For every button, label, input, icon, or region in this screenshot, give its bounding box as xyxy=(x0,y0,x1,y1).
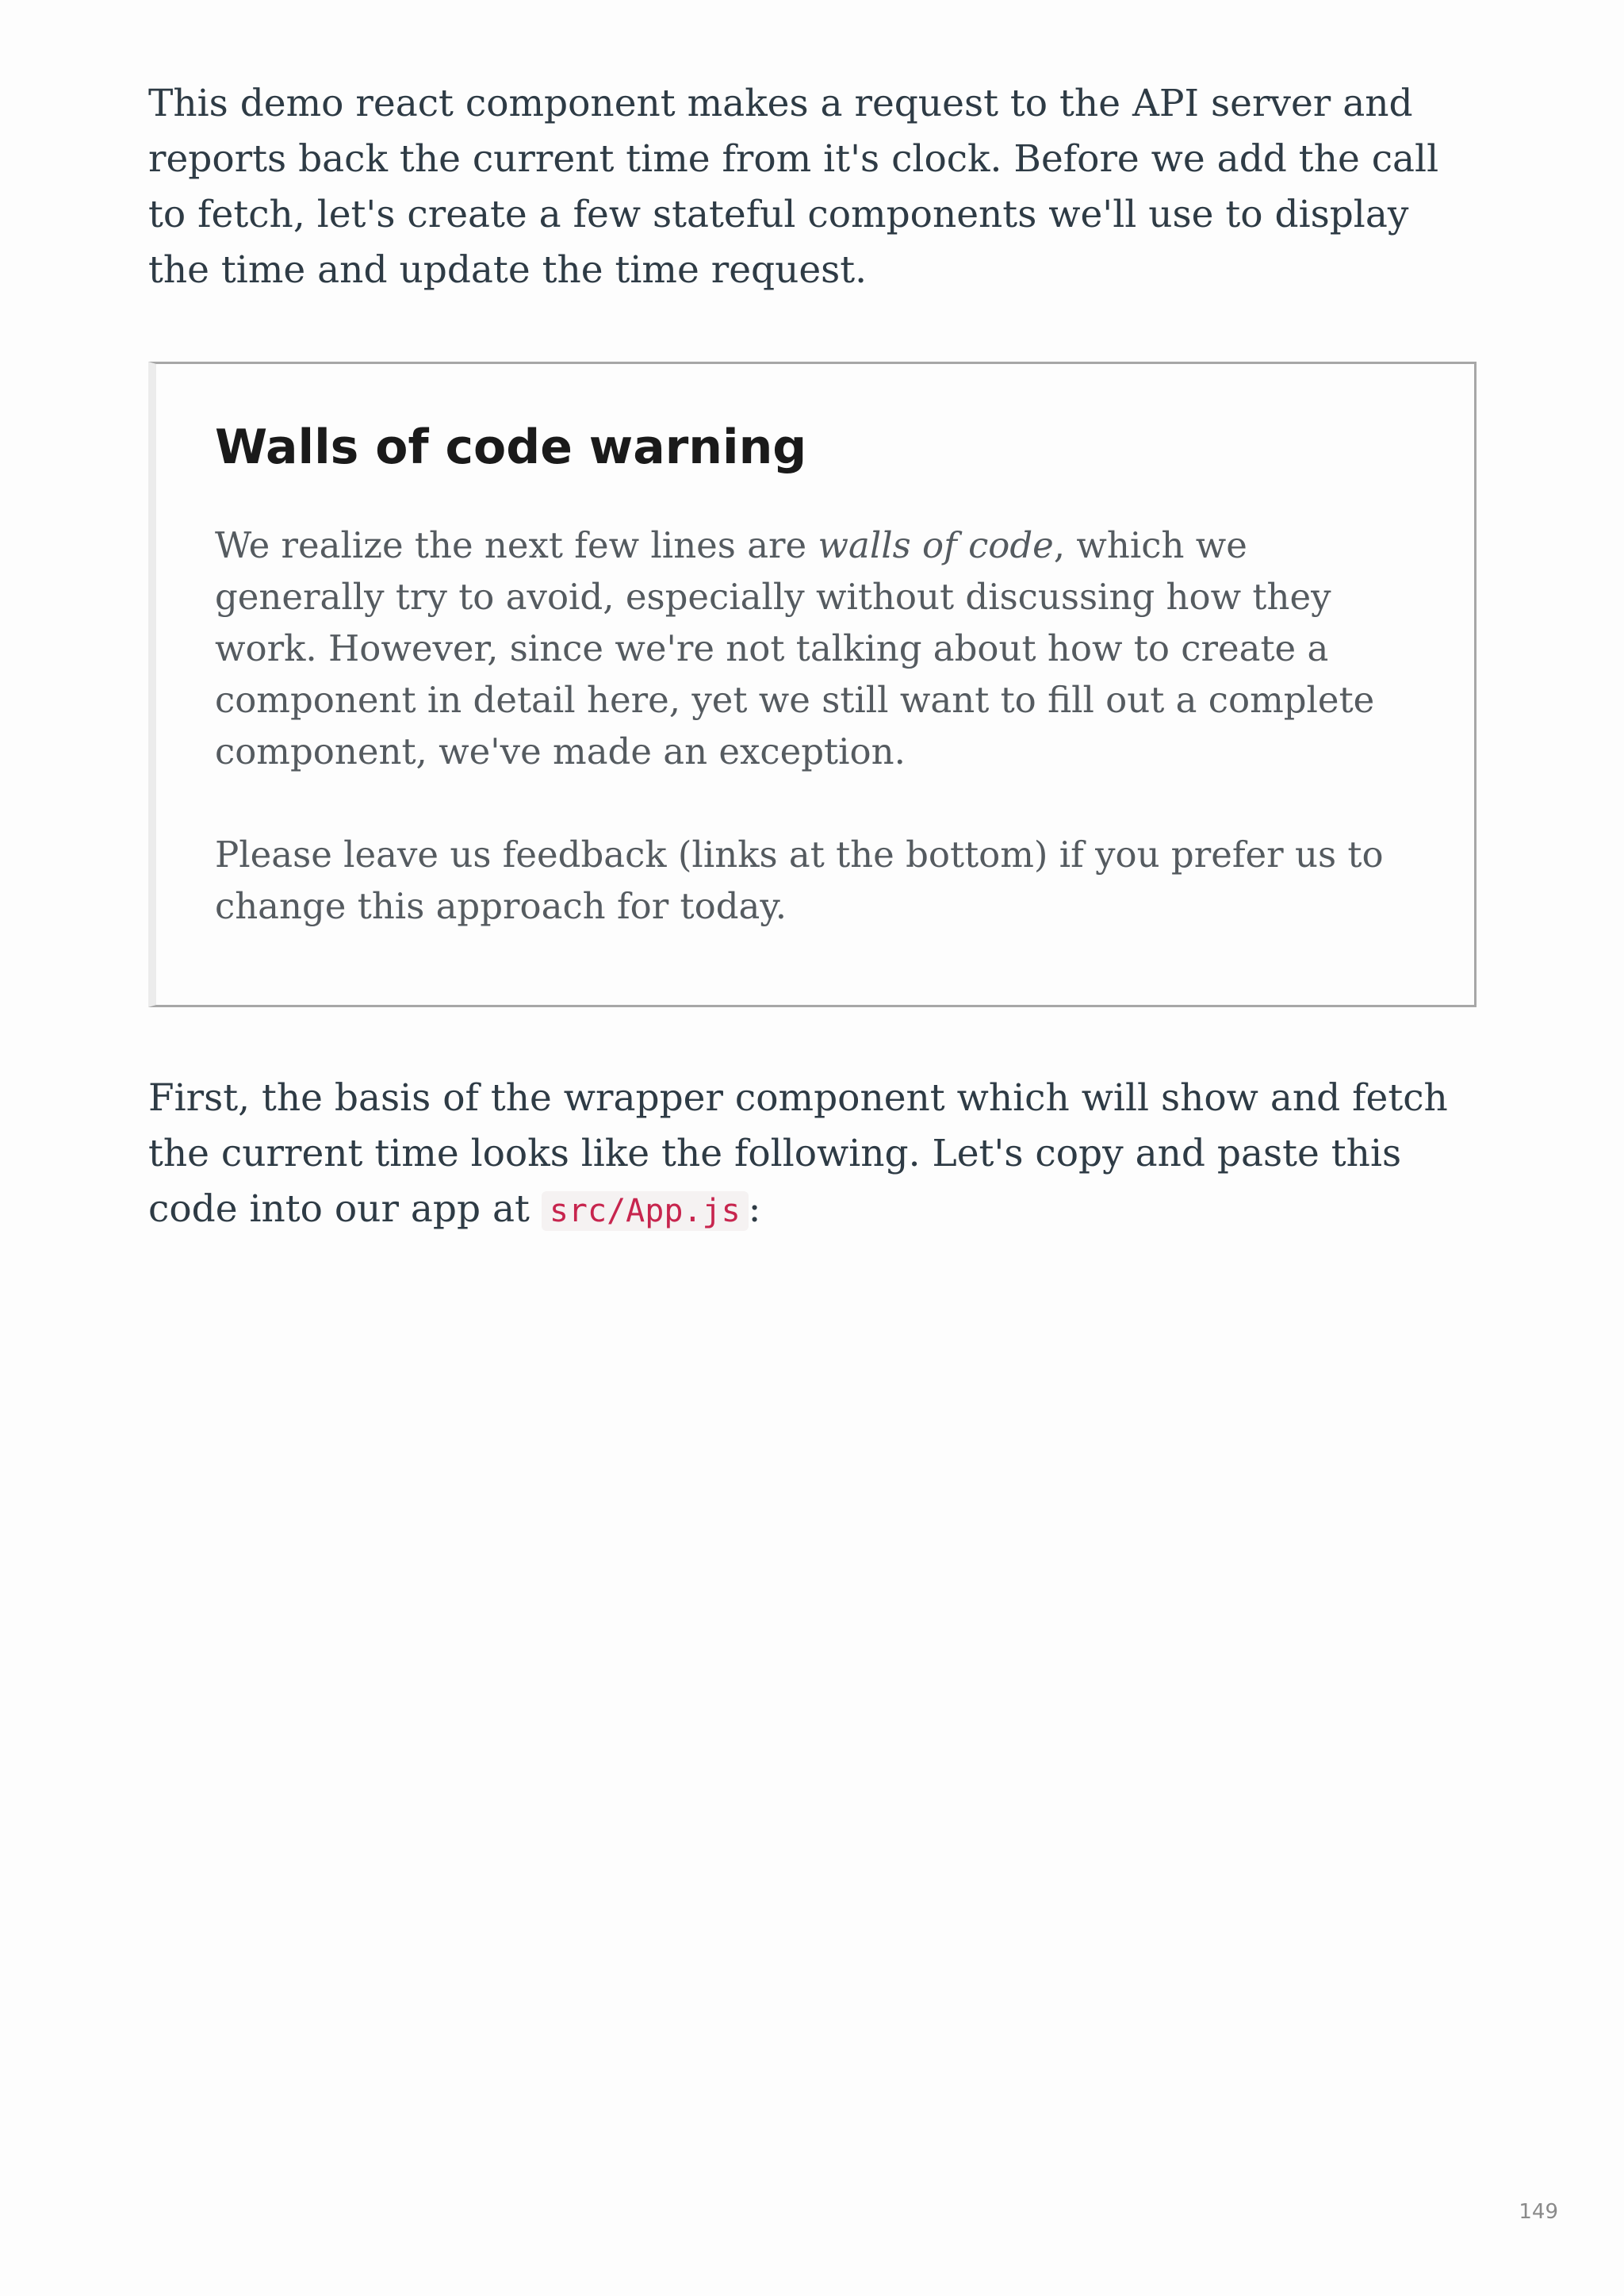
walls-of-code-callout xyxy=(148,362,1477,1007)
callout-title: Walls of code warning xyxy=(215,420,807,475)
paragraph-text: First, the basis of the wrapper component which will show and fetch the current time looks like the following. Let's copy and paste this code into our app at xyxy=(148,1076,1448,1231)
wrapper-paragraph xyxy=(148,1071,1477,1239)
intro-paragraph: This demo react component makes a request to the API server and reports back the current time from it's clock. Before we add the call to fetch, let's create a few stateful components we'll use to display the time and update the time request. xyxy=(148,82,1439,292)
callout-paragraph-1 xyxy=(215,519,1411,777)
paragraph-text: : xyxy=(748,1187,761,1231)
inline-code-filename: src/App.js xyxy=(542,1191,749,1231)
page-number: 149 xyxy=(1519,2200,1558,2224)
callout-text: We realize the next few lines are xyxy=(215,524,818,566)
callout-emphasis: walls of code xyxy=(818,524,1054,566)
page-content xyxy=(148,76,1477,1239)
callout-text: , which we generally try to avoid, especially without discussing how they work. However, since we're not talking about how to create a component in detail here, yet we still want to fill out a complete component, we've made an exception. xyxy=(215,524,1375,772)
callout-paragraph-2: Please leave us feedback (links at the bottom) if you prefer us to change this approach for today. xyxy=(215,834,1384,927)
